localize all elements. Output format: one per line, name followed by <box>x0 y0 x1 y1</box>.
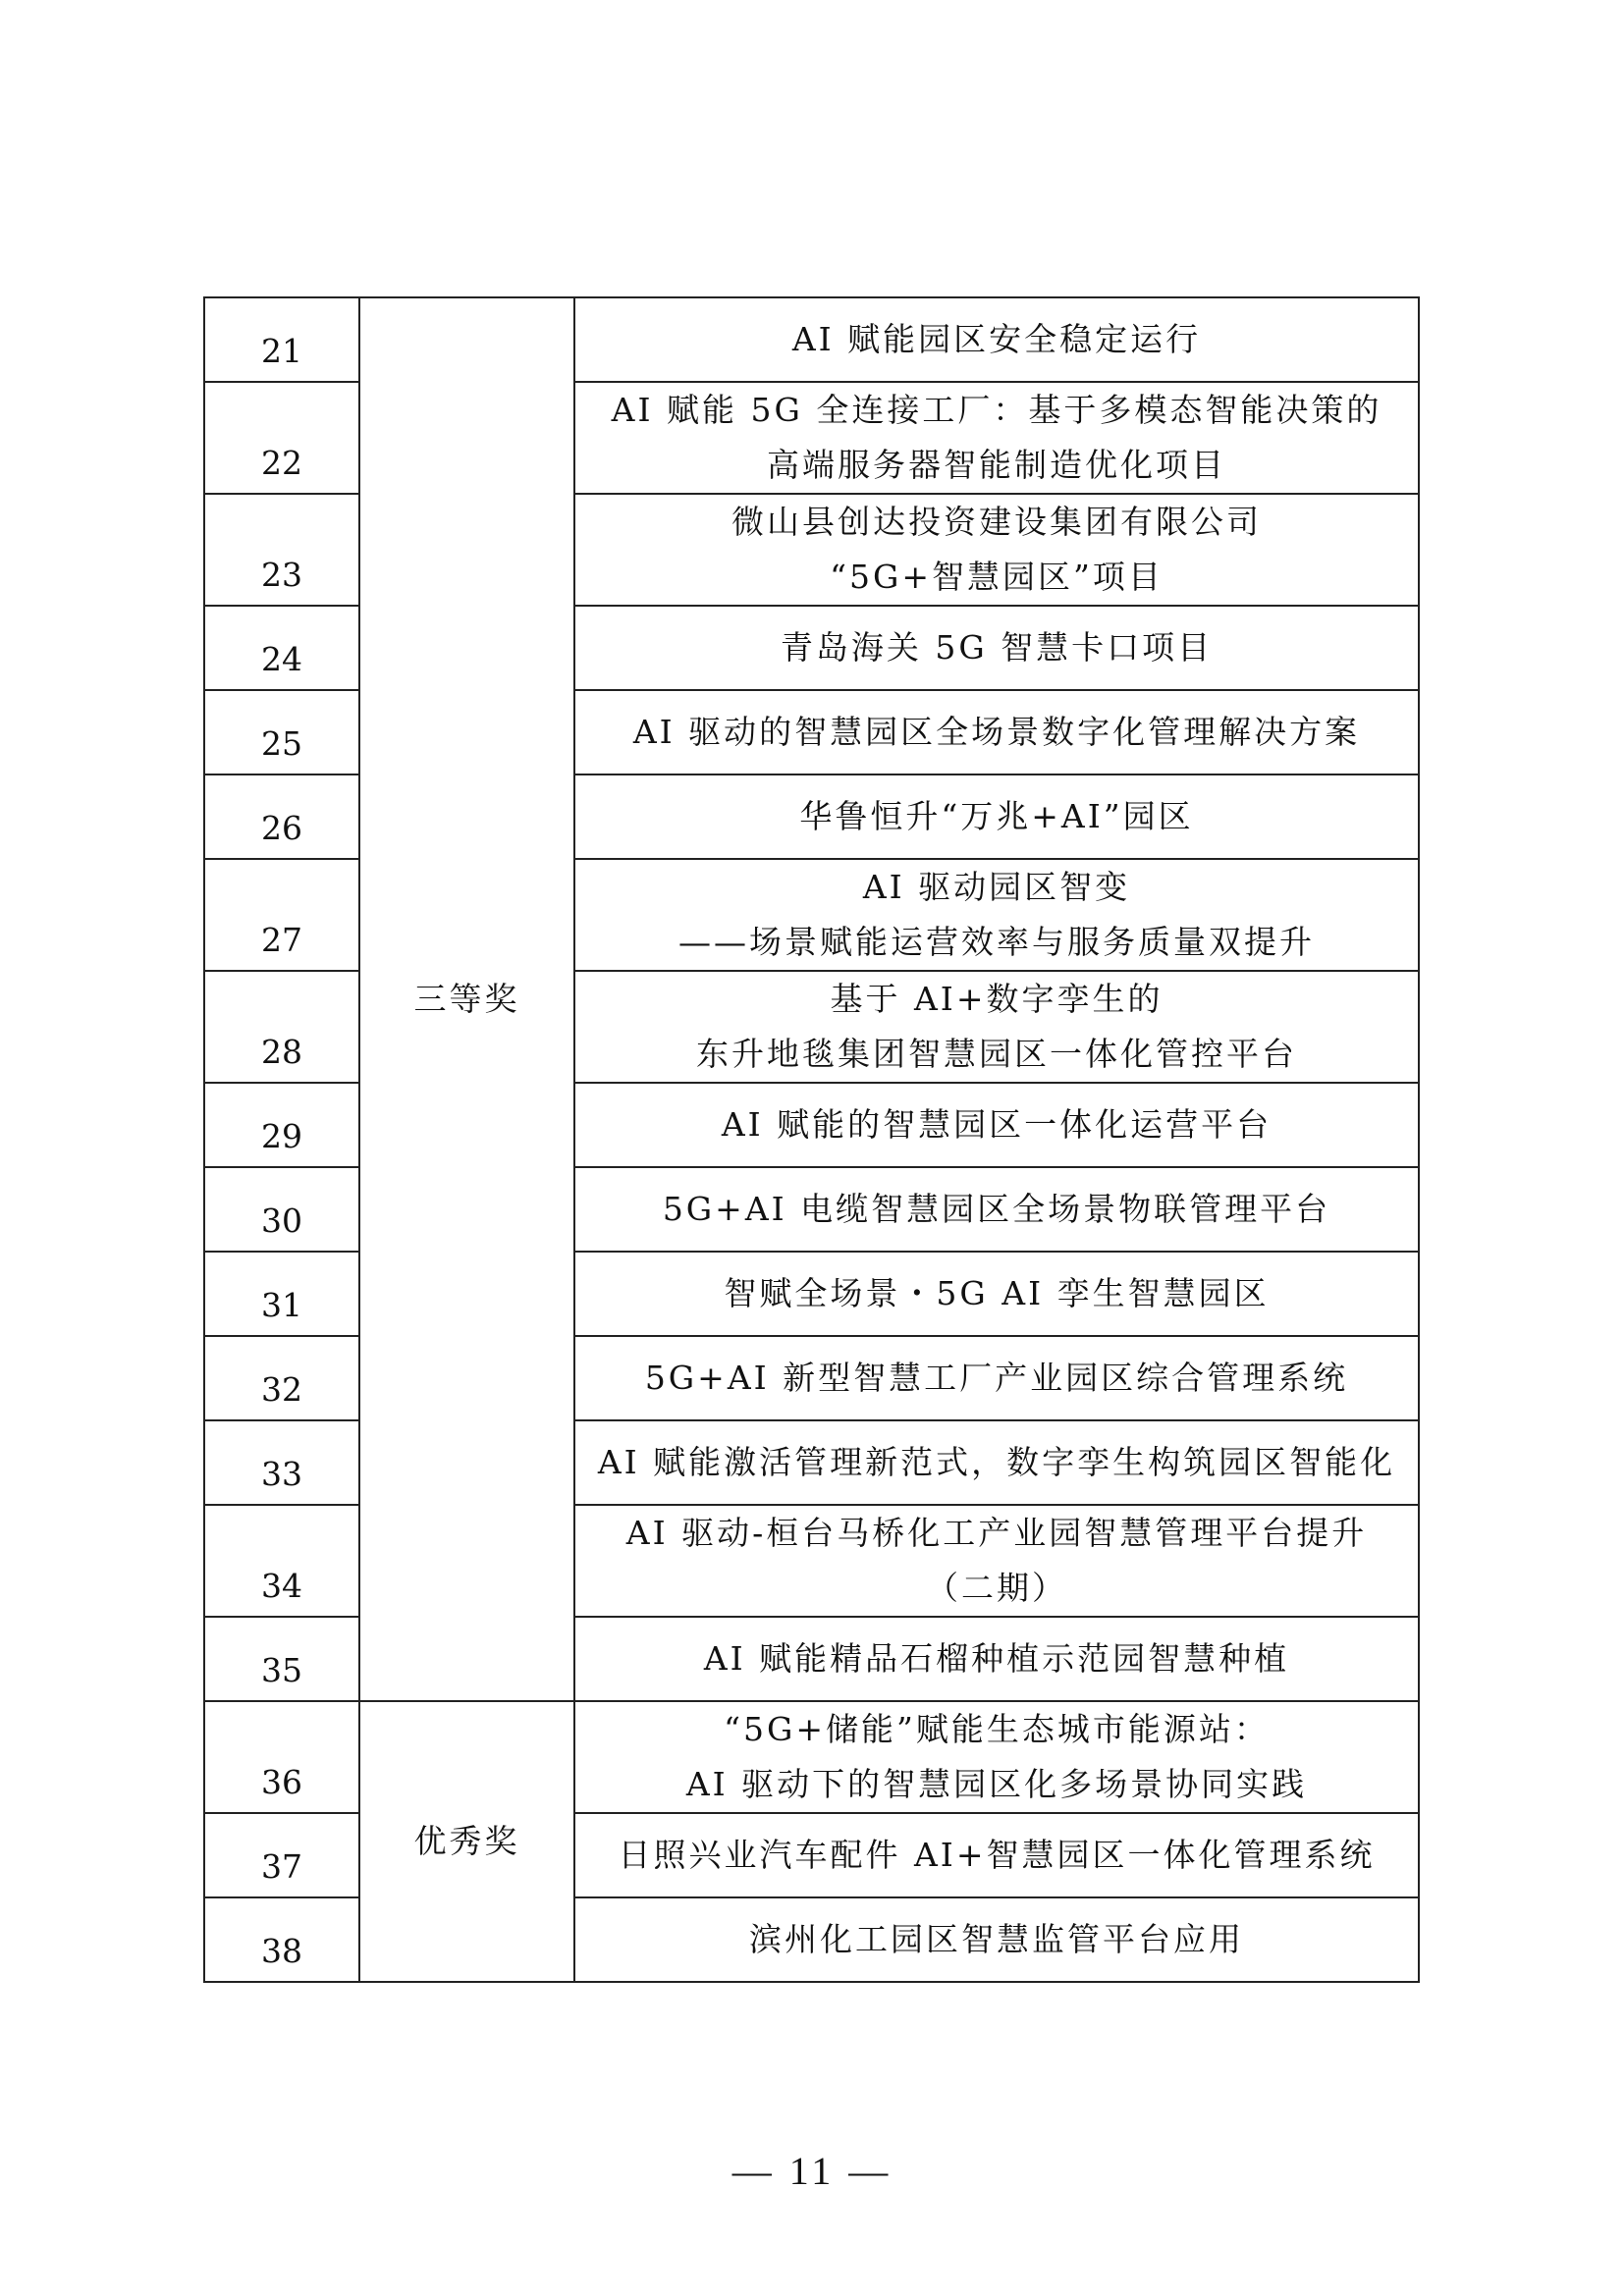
project-name-line: AI 驱动下的智慧园区化多场景协同实践 <box>685 1765 1308 1803</box>
project-name-line: 日照兴业汽车配件 AI+智慧园区一体化管理系统 <box>618 1836 1376 1874</box>
project-name-line: 智赋全场景・5G AI 孪生智慧园区 <box>724 1274 1270 1312</box>
project-name-line: 青岛海关 5G 智慧卡口项目 <box>780 628 1214 667</box>
project-name-line: AI 驱动-桓台马桥化工产业园智慧管理平台提升 <box>625 1514 1368 1552</box>
project-name-line: （二期） <box>926 1569 1067 1607</box>
project-name-line: 5G+AI 电缆智慧园区全场景物联管理平台 <box>662 1190 1331 1228</box>
project-name <box>574 1813 1419 1897</box>
row-number: 21 <box>204 297 359 382</box>
table-row <box>204 297 1419 382</box>
project-name <box>574 382 1419 494</box>
project-name <box>574 1252 1419 1336</box>
row-number: 29 <box>204 1083 359 1167</box>
project-name-line: 微山县创达投资建设集团有限公司 <box>731 503 1262 541</box>
project-name-line: “5G+智慧园区”项目 <box>830 558 1164 596</box>
project-name-line: 东升地毯集团智慧园区一体化管控平台 <box>696 1035 1297 1073</box>
project-name-line: 华鲁恒升“万兆+AI”园区 <box>799 797 1194 835</box>
project-name-line: “5G+储能”赋能生态城市能源站： <box>724 1710 1270 1748</box>
project-name-line: AI 赋能精品石榴种植示范园智慧种植 <box>703 1639 1290 1678</box>
project-name <box>574 859 1419 971</box>
project-name-line: 高端服务器智能制造优化项目 <box>767 446 1226 484</box>
project-name <box>574 1617 1419 1701</box>
award-category-third: 三等奖 <box>359 297 574 1701</box>
row-number: 33 <box>204 1420 359 1505</box>
project-name-line: 基于 AI+数字孪生的 <box>830 980 1164 1018</box>
project-name <box>574 690 1419 774</box>
project-name <box>574 1336 1419 1420</box>
table-row <box>204 1701 1419 1813</box>
award-category-excellent: 优秀奖 <box>359 1701 574 1982</box>
project-name <box>574 774 1419 859</box>
project-name <box>574 297 1419 382</box>
row-number: 27 <box>204 859 359 971</box>
row-number: 32 <box>204 1336 359 1420</box>
project-name-line: AI 驱动的智慧园区全场景数字化管理解决方案 <box>632 713 1361 751</box>
row-number: 35 <box>204 1617 359 1701</box>
row-number: 22 <box>204 382 359 494</box>
project-name-line: AI 驱动园区智变 <box>862 868 1131 906</box>
project-name <box>574 494 1419 606</box>
row-number: 23 <box>204 494 359 606</box>
project-name-line: AI 赋能激活管理新范式，数字孪生构筑园区智能化 <box>597 1443 1396 1481</box>
awards-table <box>203 296 1420 1983</box>
project-name <box>574 606 1419 690</box>
row-number: 30 <box>204 1167 359 1252</box>
project-name <box>574 1167 1419 1252</box>
project-name <box>574 971 1419 1083</box>
row-number: 31 <box>204 1252 359 1336</box>
page-number: — 11 — <box>731 2149 893 2193</box>
project-name-line: AI 赋能的智慧园区一体化运营平台 <box>721 1105 1272 1144</box>
project-name <box>574 1505 1419 1617</box>
project-name-line: ——场景赋能运营效率与服务质量双提升 <box>678 923 1315 961</box>
row-number: 25 <box>204 690 359 774</box>
row-number: 34 <box>204 1505 359 1617</box>
row-number: 36 <box>204 1701 359 1813</box>
row-number: 37 <box>204 1813 359 1897</box>
project-name-line: AI 赋能园区安全稳定运行 <box>791 320 1202 358</box>
project-name <box>574 1897 1419 1982</box>
project-name-line: 滨州化工园区智慧监管平台应用 <box>749 1920 1244 1958</box>
project-name-line: AI 赋能 5G 全连接工厂：基于多模态智能决策的 <box>611 391 1382 429</box>
row-number: 24 <box>204 606 359 690</box>
row-number: 26 <box>204 774 359 859</box>
project-name <box>574 1420 1419 1505</box>
row-number: 38 <box>204 1897 359 1982</box>
row-number: 28 <box>204 971 359 1083</box>
project-name-line: 5G+AI 新型智慧工厂产业园区综合管理系统 <box>644 1359 1349 1397</box>
project-name <box>574 1083 1419 1167</box>
project-name <box>574 1701 1419 1813</box>
